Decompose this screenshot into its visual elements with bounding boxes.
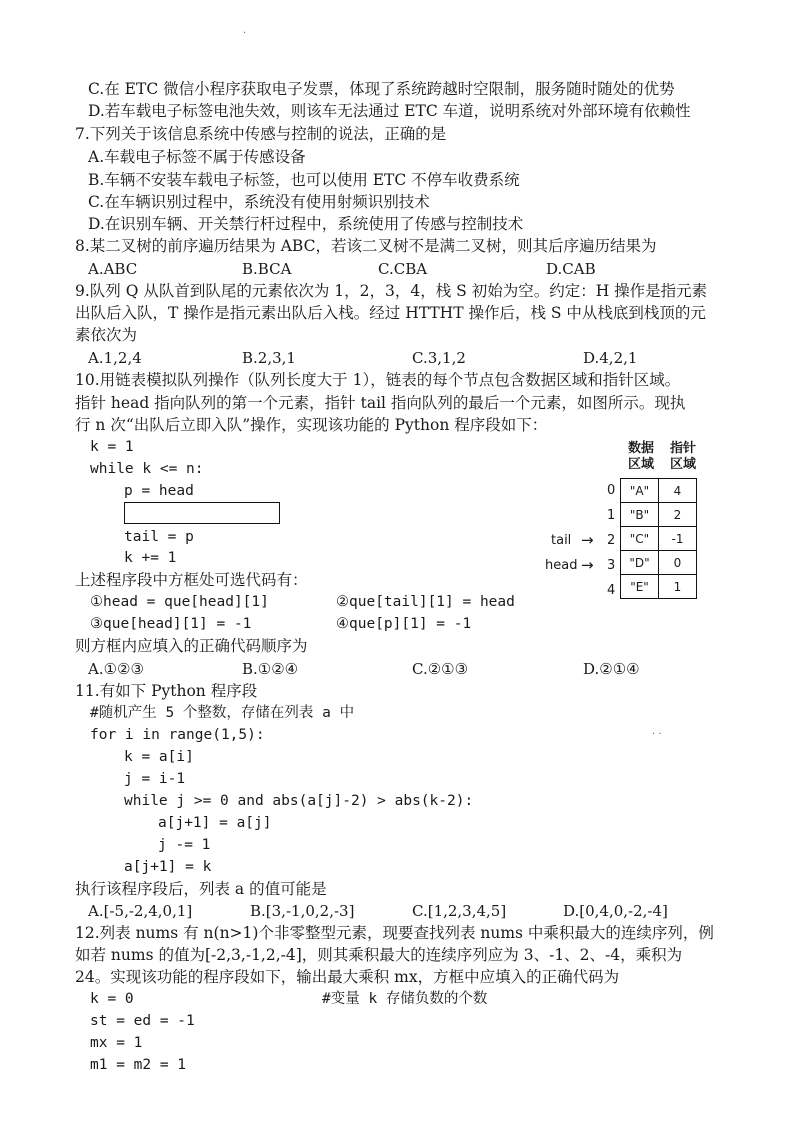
table-row: [621, 527, 697, 551]
question-11-prompt: 执行该程序段后，列表 a 的值可能是: [75, 880, 327, 898]
option-8b: B.BCA: [242, 260, 292, 278]
code-line: k += 1: [124, 550, 177, 566]
pointer-cell: 1: [659, 575, 697, 599]
code-line: m1 = m2 = 1: [90, 1057, 187, 1073]
question-8: 8.某二叉树的前序遍历结果为 ABC，若该二叉树不是满二叉树，则其后序遍历结果为: [75, 237, 657, 255]
linked-list-table: [620, 478, 697, 599]
option-10d: D.②①④: [583, 660, 640, 678]
option-11a: A.[-5,-2,4,0,1]: [88, 902, 193, 920]
code-line: p = head: [124, 483, 194, 499]
question-12-line1: 12.列表 nums 有 n(n>1)个非零整型元素，现要查找列表 nums 中乘积最大的连续序列，例: [75, 924, 714, 942]
data-cell: "C": [621, 527, 659, 551]
option-7b: B.车辆不安装车载电子标签，也可以使用 ETC 不停车收费系统: [88, 171, 520, 189]
answer-blank-box: [124, 502, 280, 524]
table-row: [621, 479, 697, 503]
question-11: 11.有如下 Python 程序段: [75, 682, 258, 700]
option-8a: A.ABC: [88, 260, 138, 278]
question-9-line1: 9.队列 Q 从队首到队尾的元素依次为 1，2，3，4，栈 S 初始为空。约定：H 操作是指元素: [75, 282, 708, 300]
row-index: 1: [607, 508, 616, 523]
option-9c: C.3,1,2: [412, 349, 466, 367]
option-9a: A.1,2,4: [88, 349, 142, 367]
snippet-4: ④que[p][1] = -1: [336, 616, 472, 632]
code-line: while j >= 0 and abs(a[j]-2) > abs(k-2):: [124, 793, 474, 809]
figure-header-pointer: 指针 区域: [669, 441, 696, 472]
data-cell: "D": [621, 551, 659, 575]
data-cell: "A": [621, 479, 659, 503]
data-cell: "E": [621, 575, 659, 599]
scan-speck: · ·: [652, 729, 662, 740]
option-10a: A.①②③: [88, 660, 144, 678]
code-comment: #变量 k 存储负数的个数: [322, 991, 488, 1007]
snippet-1: ①head = que[head][1]: [90, 594, 269, 610]
option-6d: D.若车载电子标签电池失效，则该车无法通过 ETC 车道，说明系统对外部环境有依赖性: [88, 102, 691, 120]
table-row: [621, 551, 697, 575]
option-7a: A.车载电子标签不属于传感设备: [88, 148, 306, 166]
option-8c: C.CBA: [378, 260, 428, 278]
pointer-cell: 0: [659, 551, 697, 575]
option-8d: D.CAB: [546, 260, 596, 278]
option-9d: D.4,2,1: [583, 349, 638, 367]
code-line: k = a[i]: [124, 749, 194, 765]
pointer-cell: 4: [659, 479, 697, 503]
code-line: a[j+1] = a[j]: [158, 815, 272, 831]
code-line: st = ed = -1: [90, 1013, 195, 1029]
question-9-line2: 出队后入队，T 操作是指元素出队后入栈。经过 HTTHT 操作后，栈 S 中从栈底到栈顶的元: [75, 304, 706, 322]
option-10c: C.②①③: [412, 660, 469, 678]
question-10-line3: 行 n 次“出队后立即入队”操作，实现该功能的 Python 程序段如下：: [75, 416, 548, 434]
question-7: 7.下列关于该信息系统中传感与控制的说法，正确的是: [75, 125, 447, 143]
code-line: j -= 1: [158, 837, 211, 853]
question-9-line3: 素依次为: [75, 326, 138, 344]
code-line: k = 1: [90, 439, 134, 455]
code-line: mx = 1: [90, 1035, 143, 1051]
code-line: while k <= n:: [90, 461, 204, 477]
option-7d: D.在识别车辆、开关禁行杆过程中，系统使用了传感与控制技术: [88, 215, 524, 233]
pointer-cell: -1: [659, 527, 697, 551]
row-index: 2: [607, 533, 616, 548]
code-line: j = i-1: [124, 771, 186, 787]
scan-speck: ·: [243, 28, 247, 39]
question-10-line5: 则方框内应填入的正确代码顺序为: [75, 637, 308, 655]
snippet-2: ②que[tail][1] = head: [336, 594, 515, 610]
code-line: tail = p: [124, 529, 194, 545]
row-index: 4: [607, 583, 616, 598]
option-11d: D.[0,4,0,-2,-4]: [563, 902, 668, 920]
code-line: k = 0: [90, 991, 134, 1007]
option-7c: C.在车辆识别过程中，系统没有使用射频识别技术: [88, 193, 430, 211]
code-line: a[j+1] = k: [124, 859, 212, 875]
question-12-line2: 如若 nums 的值为[-2,3,-1,2,-4]，则其乘积最大的连续序列应为 3、-1、2、-4，乘积为: [75, 946, 683, 964]
question-10-line2: 指针 head 指向队列的第一个元素，指针 tail 指向队列的最后一个元素，如图所示。现执: [75, 394, 686, 412]
pointer-cell: 2: [659, 503, 697, 527]
option-11b: B.[3,-1,0,2,-3]: [250, 902, 355, 920]
option-11c: C.[1,2,3,4,5]: [412, 902, 507, 920]
head-label: head: [545, 558, 578, 573]
question-12-line3: 24。实现该功能的程序段如下，输出最大乘积 mx，方框中应填入的正确代码为: [75, 968, 620, 986]
option-9b: B.2,3,1: [242, 349, 296, 367]
question-10-line1: 10.用链表模拟队列操作（队列长度大于 1），链表的每个节点包含数据区域和指针区域。: [75, 371, 681, 389]
option-6c: C.在 ETC 微信小程序获取电子发票，体现了系统跨越时空限制，服务随时随处的优势: [88, 80, 675, 98]
row-index: 0: [607, 483, 616, 498]
option-10b: B.①②④: [242, 660, 299, 678]
table-row: [621, 503, 697, 527]
head-arrow-icon: →: [581, 556, 594, 574]
figure-header-data: 数据 区域: [627, 441, 654, 472]
question-10-line4: 上述程序段中方框处可选代码有：: [75, 571, 308, 589]
code-comment: #随机产生 5 个整数，存储在列表 a 中: [90, 705, 355, 721]
code-line: for i in range(1,5):: [90, 727, 265, 743]
tail-label: tail: [551, 533, 572, 548]
tail-arrow-icon: →: [581, 531, 594, 549]
table-row: [621, 575, 697, 599]
data-cell: "B": [621, 503, 659, 527]
snippet-3: ③que[head][1] = -1: [90, 616, 252, 632]
row-index: 3: [607, 558, 616, 573]
